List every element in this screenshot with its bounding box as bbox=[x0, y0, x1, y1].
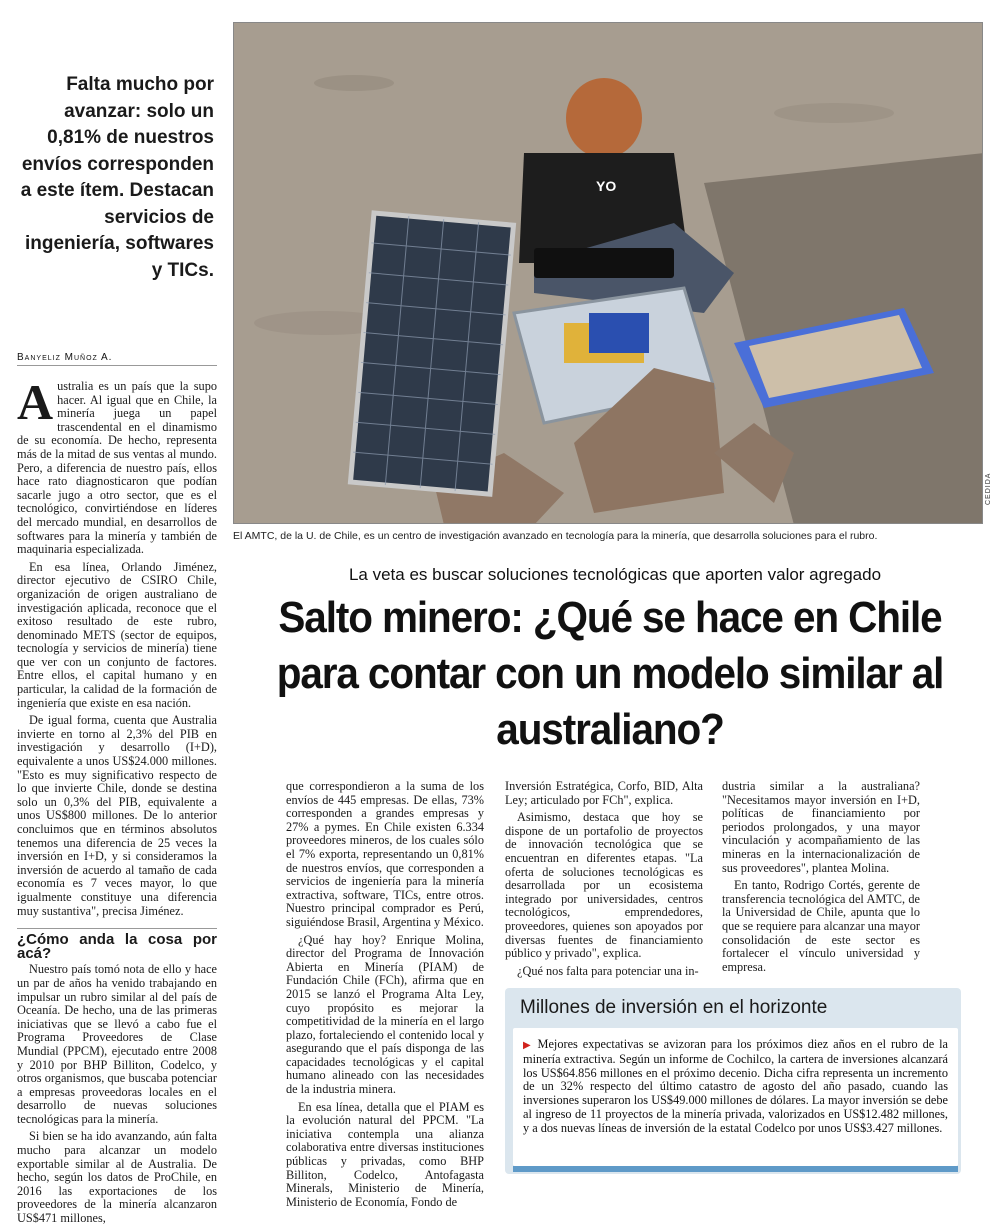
article-photo bbox=[233, 22, 983, 524]
article-column-2 bbox=[286, 780, 484, 1213]
article-column-1 bbox=[17, 374, 217, 1230]
photo-credit: CEDIDA bbox=[985, 472, 992, 505]
paragraph: En esa línea, Orlando Jiménez, director ejecutivo de CSIRO Chile, organización de origen australiano de investigación aplicada, reconoce que el exitoso resultado de este rubro, denominado METS (sector de equipos, tecnología y servicios de minería) tiene que ver con un conjunto de factores. Entre ellos, el capital humano y en particular, la calidad de la formación de ingeniería que existe en esa nación. bbox=[17, 559, 217, 710]
paragraph: Australia es un país que la supo hacer. Al igual que en Chile, la minería juega un papel trascendental en el dinamismo de su economía. De hecho, representa más de la mitad de sus ventas al mundo. Pero, a diferencia de nuestro país, ellos hace rato diagnosticaron que podían sacarle jugo a otro sector, que es el tecnológico, convirtiéndose en líderes del mercado mundial, en desarrollos de softwares para la minería y también de maquinaria especializada. bbox=[17, 374, 217, 557]
headline: Salto minero: ¿Qué se hace en Chile para contar con un modelo similar al australiano? bbox=[276, 593, 944, 754]
photo-caption: El AMTC, de la U. de Chile, es un centro de investigación avanzado en tecnología para la minería, que desarrolla soluciones para el rubro. bbox=[233, 530, 878, 542]
article-column-3 bbox=[505, 780, 703, 982]
paragraph: En tanto, Rodrigo Cortés, gerente de transferencia tecnológica del AMTC, de la Universidad de Chile, apunta que lo que se requiere para alcanzar una mayor consolidación de este sector es fortalecer el vínculo universidad y empresa. bbox=[722, 878, 920, 974]
byline: Banyeliz Muñoz A. bbox=[17, 352, 217, 366]
sidebar-box-title: Millones de inversión en el horizonte bbox=[520, 997, 828, 1018]
subheading: ¿Cómo anda la cosa por acá? bbox=[17, 928, 217, 960]
paragraph: ¿Qué nos falta para potenciar una in- bbox=[517, 963, 699, 978]
shirt-text: YO bbox=[596, 178, 617, 194]
kicker: La veta es buscar soluciones tecnológicas que aporten valor agregado bbox=[348, 565, 882, 584]
paragraph: Inversión Estratégica, Corfo, BID, Alta Ley; articulado por FCh", explica. bbox=[505, 779, 703, 807]
paragraph: De igual forma, cuenta que Australia invierte en torno al 2,3% del PIB en investigación y desarrollo (I+D), equivalente a unos US$24.000 millones. "Esto es muy significativo respecto de lo que invierte Chile, donde se destina solo un 0,3% del PIB, equivalente a unos US$800 millones. De lo anterior concluimos que en términos absolutos tenemos una diferencia de 25 veces la inversión en I+D, y si consideramos la inversión de acuerdo al tamaño de cada economía es 7 veces mayor, lo que igualmente constituye una diferencia muy sustantiva", precisa Jiménez. bbox=[17, 713, 217, 918]
sidebar-box-text: ▶ Mejores expectativas se avizoran para los próximos diez años en el rubro de la minería extractiva. Según un informe de Cochilco, la cartera de inversiones alcanzará los US$64.856 millones en el próximo decenio. Dicha cifra representa un incremento de un 32% respecto del último catastro de agosto del año pasado, cuando las inversiones superaron los US$49.000 millones de dólares. La mayor inversión se debe al ingreso de 11 proyectos de la minería privada, valorizados en US$12.482 millones, y a dos nuevas líneas de inversión de la estatal Codelco por unos US$3.427 millones. bbox=[523, 1037, 948, 1135]
paragraph: que correspondieron a la suma de los envíos de 445 empresas. De ellas, 73% corresponden a grandes empresas y 27% a pymes. En Chile existen 6.334 proveedores mineros, de los cuales sólo el 7% exporta, representando un 0,81% de nuestros envíos, que corresponden a servicios de ingeniería para la minería extractiva, software, TICs, entre otros. Nuestro principal comprador es Perú, siguiéndose Brasil, Argentina y México. bbox=[286, 779, 484, 929]
article-column-4 bbox=[722, 780, 920, 978]
paragraph: Si bien se ha ido avanzando, aún falta mucho para alcanzar un modelo exportable similar al de Australia. De hecho, según los datos de ProChile, en 2016 las exportaciones de los proveedores de la minería alcanzaron US$471 millones, bbox=[17, 1129, 217, 1226]
paragraph: dustria similar a la australiana? "Necesitamos mayor inversión en I+D, políticas de financiamiento por periodos prolongados, y una mayor vinculación y acompañamiento de las mineras en la internacionalización de sus proveedores", plantea Molina. bbox=[722, 779, 920, 875]
triangle-marker-icon: ▶ bbox=[523, 1040, 533, 1051]
paragraph: ¿Qué hay hoy? Enrique Molina, director del Programa de Innovación Abierta en Minería (PIAM) de Fundación Chile (FCh), afirma que en 2015 se lanzó el Programa Alta Ley, cuyo propósito es mejorar la competitividad de la minería en el largo plazo, fortaleciendo el contenido local y asegurando que el país disponga de las capacidades tecnológicas y el capital humano alineado con las necesidades de la industria minera. bbox=[286, 932, 484, 1097]
photo-illustration bbox=[234, 23, 983, 524]
dropcap: A bbox=[17, 374, 54, 430]
paragraph: En esa línea, detalla que el PIAM es la evolución natural del PPCM. "La iniciativa contempla una alianza colaborativa entre diversas instituciones públicas y privadas, como BHP Billiton, Codelco, Antofagasta Minerals, Ministerio de Minería, Ministerio de Economía, Fondo de bbox=[286, 1099, 484, 1209]
paragraph: Asimismo, destaca que hoy se dispone de un portafolio de proyectos de innovación tecnológica que se encuentran en diferentes etapas. "La oferta de soluciones tecnológicas es desarrollada por un ecosistema integrado por universidades, centros tecnológicos, emprendedores, proveedores, quienes son apoyados por diversas fuentes de financiamiento público y privado", explica. bbox=[505, 810, 703, 961]
pull-quote: Falta mucho por avanzar: solo un 0,81% de nuestros envíos corresponden a este ítem. Destacan servicios de ingeniería, softwares y TICs. bbox=[20, 74, 214, 281]
sidebar-box-accent-bar bbox=[513, 1166, 958, 1172]
paragraph: Nuestro país tomó nota de ello y hace un par de años ha venido trabajando en impulsar un rubro similar al del país de Oceanía. De hecho, una de las primeras iniciativas que se llevó a cabo fue el Programa Proveedores de Clase Mundial (PPCM), ejecutado entre 2008 y 2010 por BHP Billiton, Codelco, y otros organismos, que buscaba potenciar a empresas proveedoras locales en el desarrollo de nuevas soluciones tecnológicas para la minería. bbox=[17, 962, 217, 1126]
